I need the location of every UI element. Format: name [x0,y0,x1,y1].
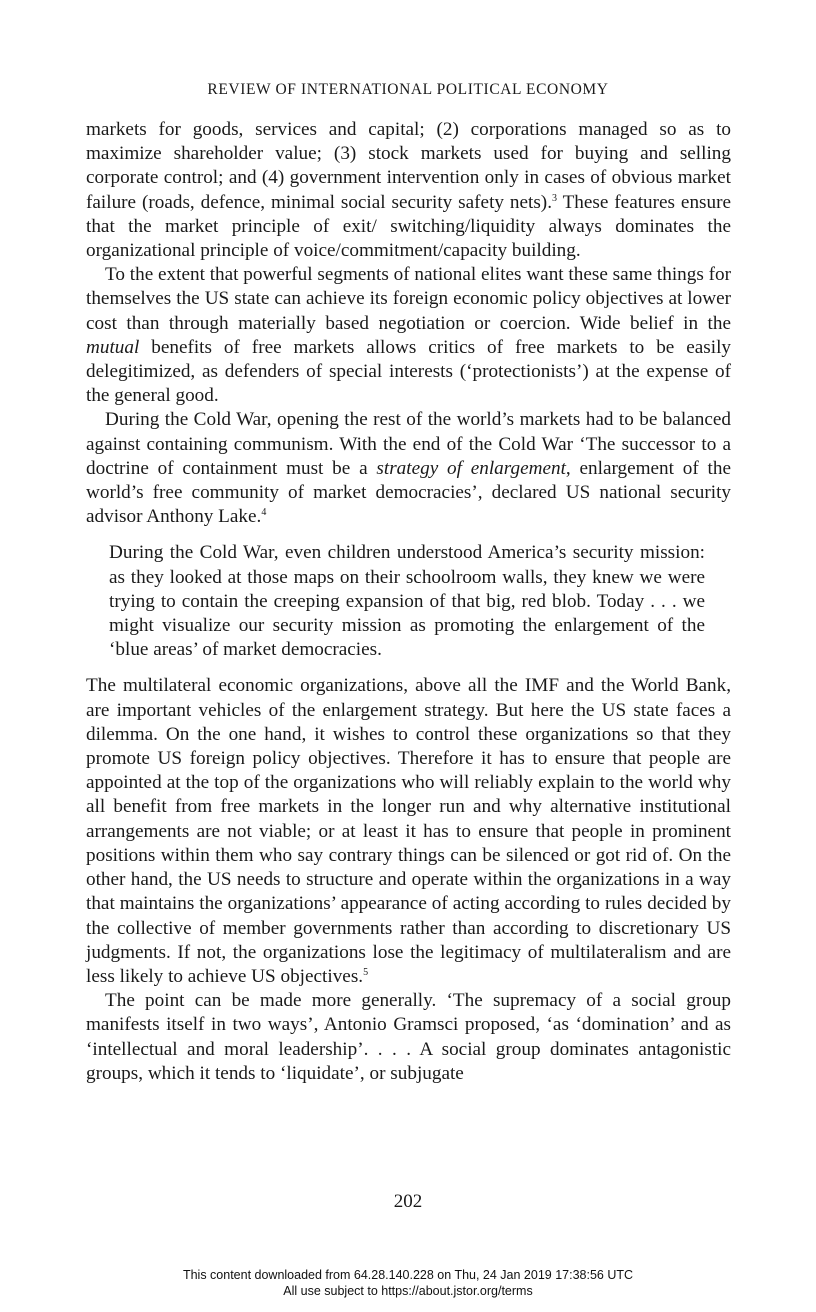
paragraph-continued [86,118,731,263]
footnote-ref[interactable]: 4 [261,507,267,519]
running-header: REVIEW OF INTERNATIONAL POLITICAL ECONOMY [207,81,609,98]
paragraph: The point can be made more generally. ‘The supremacy of a social group manifests itself in two ways’, Antonio Gramsci proposed, ‘as ‘domination’ and as ‘intellectual and moral leadership’. . . . A social group dominates antagonistic groups, which it tends to ‘liquidate’, or subjugate [86,990,731,1084]
download-info: This content downloaded from 64.28.140.228 on Thu, 24 Jan 2019 17:38:56 UTC [182,1268,634,1282]
paragraph [86,408,731,529]
emphasis-text: strategy of enlargement [376,457,566,479]
paragraph [86,263,731,408]
paragraph-text: markets for goods, services and capital; (2) corporations managed so as to maximize shareholder value; (3) stock markets used for buying and selling corporate control; and (4) government intervention only in cases of obvious market failure (roads, defence, minimal social security safety nets). [86,119,731,213]
paragraph [86,674,731,989]
paragraph-text: During the Cold War, opening the rest of the world’s markets had to be balanced against containing communism. With the end of the Cold War ‘The successor to a doctrine of containment must be a [86,409,731,479]
paragraph-text: The multilateral economic organizations, above all the IMF and the World Bank, are important vehicles of the enlargement strategy. But here the US state faces a dilemma. On the one hand, it wishes to control these organizations so that they promote US foreign policy objectives. Therefore it has to ensure that people are appointed at the top of the organizations who will reliably explain to the world why all benefit from free markets in the longer run and why alternative institutional arrangements are not viable; or at least it has to ensure that people in prominent positions within them who say contrary things can be silenced or got rid of. On the other hand, the US needs to structure and operate within the organizations in a way that maintains the organizations’ appearance of acting according to rules decided by the collective of member governments rather than according to discretionary US judgments. If not, the organizations lose the legitimacy of multilateralism and are less likely to achieve US objectives. [86,675,731,987]
footnote-ref[interactable]: 5 [363,966,369,978]
page-number: 202 [393,1191,423,1212]
download-notice [0,1268,816,1299]
block-quote: During the Cold War, even children understood America’s security mission: as they looked at those maps on their schoolroom walls, they knew we were trying to contain the creeping expansion of that big, red blob. Today . . . we might visualize our security mission as promoting the enlargement of the ‘blue areas’ of market democracies. [109,542,705,661]
paragraph-text: These features ensure that the market principle of exit/ switching/liquidity always dominates the organizational principle of voice/commitment/capacity building. [86,191,732,262]
terms-notice[interactable]: All use subject to https://about.jstor.org/terms [283,1283,533,1298]
footnote-ref[interactable]: 3 [552,192,557,204]
page-body [86,118,731,1086]
emphasis-text: mutual [86,336,140,358]
paragraph-text: , enlargement of the world’s free community of market democracies’, declared US national security advisor Anthony Lake. [86,457,731,528]
paragraph-text: benefits of free markets allows critics of free markets to be easily delegitimized, as defenders of special interests (‘protectionists’) at the expense of the general good. [86,336,731,407]
paragraph-text: To the extent that powerful segments of national elites want these same things for themselves the US state can achieve its foreign economic policy objectives at lower cost than through materially based negotiation or coercion. Wide belief in the [86,264,731,334]
